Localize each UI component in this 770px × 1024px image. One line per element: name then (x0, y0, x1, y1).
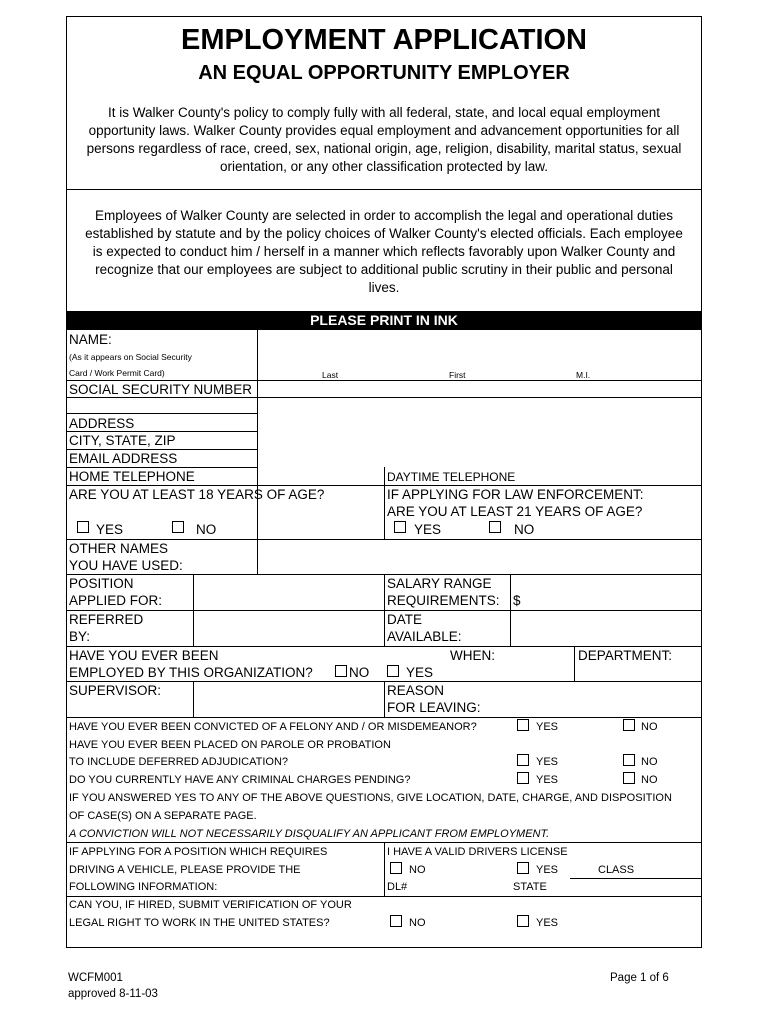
referred-input[interactable] (194, 611, 383, 645)
age-21-yes-checkbox[interactable] (394, 521, 406, 533)
verification-no-checkbox[interactable] (390, 915, 402, 927)
salary-label: SALARY RANGE (387, 576, 492, 591)
approval-date: approved 8-11-03 (68, 988, 158, 1000)
other-names-label: OTHER NAMES (69, 541, 169, 556)
parole-yes-checkbox[interactable] (517, 754, 529, 766)
ssn-input[interactable] (258, 381, 701, 396)
when-label: WHEN: (450, 648, 495, 663)
age-21-no-checkbox[interactable] (489, 521, 501, 533)
no-label: NO (641, 774, 658, 786)
no-label: NO (641, 756, 658, 768)
page-subtitle: AN EQUAL OPPORTUNITY EMPLOYER (198, 62, 570, 84)
yes-label: YES (536, 774, 559, 786)
no-label: NO (409, 864, 426, 876)
middle-initial-caption: M.I. (576, 370, 591, 380)
no-label: NO (641, 721, 658, 733)
dollar-sign: $ (513, 593, 521, 608)
divider (67, 189, 701, 190)
department-label: DEPARTMENT: (578, 648, 673, 663)
page-number: Page 1 of 6 (610, 972, 669, 984)
dl-number-label: DL# (387, 881, 408, 893)
parole-question: TO INCLUDE DEFERRED ADJUDICATION? (69, 756, 289, 768)
salary-label: REQUIREMENTS: (387, 593, 500, 608)
other-names-input[interactable] (258, 540, 701, 573)
date-available-label: AVAILABLE: (387, 629, 462, 644)
email-label: EMAIL ADDRESS (69, 451, 178, 466)
employed-yes-checkbox[interactable] (387, 665, 399, 677)
work-verification-question: CAN YOU, IF HIRED, SUBMIT VERIFICATION OF YOUR (69, 899, 352, 911)
pending-charges-question: DO YOU CURRENTLY HAVE ANY CRIMINAL CHARGES PENDING? (69, 774, 411, 786)
employed-no-checkbox[interactable] (335, 665, 347, 677)
no-label: NO (409, 917, 426, 929)
first-name-caption: First (449, 370, 466, 380)
disclosure-instructions: OF CASE(S) ON A SEPARATE PAGE. (69, 810, 257, 822)
employed-question: EMPLOYED BY THIS ORGANIZATION? (69, 665, 313, 680)
no-label: NO (349, 665, 370, 680)
conviction-note: A CONVICTION WILL NOT NECESSARILY DISQUALIFY AN APPLICANT FROM EMPLOYMENT. (69, 828, 550, 840)
disclosure-instructions: IF YOU ANSWERED YES TO ANY OF THE ABOVE QUESTIONS, GIVE LOCATION, DATE, CHARGE, AND DISPOSITION (69, 792, 672, 804)
position-input[interactable] (194, 575, 383, 609)
referred-label: BY: (69, 629, 91, 644)
age-21-question: ARE YOU AT LEAST 21 YEARS OF AGE? (387, 504, 643, 519)
work-verification-question: LEGAL RIGHT TO WORK IN THE UNITED STATES? (69, 917, 330, 929)
name-note: (As it appears on Social Security (69, 352, 192, 362)
supervisor-label: SUPERVISOR: (69, 683, 162, 698)
other-names-label: YOU HAVE USED: (69, 558, 183, 573)
license-no-checkbox[interactable] (390, 862, 402, 874)
yes-label: YES (536, 756, 559, 768)
yes-label: YES (414, 522, 442, 537)
class-underline (570, 878, 702, 879)
daytime-telephone-label: DAYTIME TELEPHONE (387, 470, 516, 484)
class-input[interactable] (634, 860, 700, 877)
reason-label: FOR LEAVING: (387, 700, 481, 715)
statement-paragraph: Employees of Walker County are selected in order to accomplish the legal and operational duties established by statute and by the policy choices of Walker County's elected officials. Each employee is expected to conduct him / herself in a manner which reflects favorably upon Walker County and recognize that our employees are subject to additional public scrutiny in their public and personal lives. (85, 208, 683, 295)
yes-label: YES (536, 721, 559, 733)
ssn-label: SOCIAL SECURITY NUMBER (69, 382, 253, 397)
position-label: APPLIED FOR: (69, 593, 163, 608)
date-available-label: DATE (387, 612, 423, 627)
home-telephone-label: HOME TELEPHONE (69, 469, 195, 484)
no-label: NO (196, 522, 217, 537)
last-name-caption: Last (322, 370, 339, 380)
parole-no-checkbox[interactable] (623, 754, 635, 766)
felony-yes-checkbox[interactable] (517, 719, 529, 731)
yes-label: YES (536, 917, 559, 929)
name-input[interactable] (258, 331, 701, 366)
driving-instructions: DRIVING A VEHICLE, PLEASE PROVIDE THE (69, 864, 301, 876)
law-enforcement-question: IF APPLYING FOR LAW ENFORCEMENT: (387, 487, 644, 502)
license-yes-checkbox[interactable] (517, 862, 529, 874)
address-input[interactable] (258, 398, 701, 467)
name-label: NAME: (69, 332, 112, 347)
print-in-ink-banner: PLEASE PRINT IN INK (67, 311, 701, 330)
address-label: ADDRESS (69, 416, 135, 431)
yes-label: YES (536, 864, 559, 876)
position-label: POSITION (69, 576, 134, 591)
no-label: NO (514, 522, 535, 537)
salary-input[interactable] (522, 575, 700, 609)
age-18-yes-checkbox[interactable] (77, 521, 89, 533)
supervisor-input[interactable] (194, 682, 383, 716)
felony-question: HAVE YOU EVER BEEN CONVICTED OF A FELONY AND / OR MISDEMEANOR? (69, 721, 477, 733)
age-18-no-checkbox[interactable] (172, 521, 184, 533)
page-title: EMPLOYMENT APPLICATION (181, 24, 587, 56)
license-label: I HAVE A VALID DRIVERS LICENSE (387, 846, 568, 858)
yes-label: YES (96, 522, 124, 537)
state-label: STATE (513, 881, 547, 893)
age-18-question: ARE YOU AT LEAST 18 YEARS OF AGE? (69, 487, 325, 502)
referred-label: REFERRED (69, 612, 144, 627)
policy-paragraph: It is Walker County's policy to comply fully with all federal, state, and local equal employment opportunity laws. Walker County provides equal employment and advancement opportunities for all persons regardless of race, creed, sex, national origin, age, religion, disability, marital status, sexual orientation, or any other classification protected by law. (86, 105, 682, 174)
driving-instructions: IF APPLYING FOR A POSITION WHICH REQUIRES (69, 846, 328, 858)
reason-input[interactable] (511, 682, 700, 716)
felony-no-checkbox[interactable] (623, 719, 635, 731)
form-id: WCFM001 (68, 972, 123, 984)
verification-yes-checkbox[interactable] (517, 915, 529, 927)
pending-yes-checkbox[interactable] (517, 772, 529, 784)
driving-instructions: FOLLOWING INFORMATION: (69, 881, 218, 893)
city-state-zip-label: CITY, STATE, ZIP (69, 433, 176, 448)
name-note: Card / Work Permit Card) (69, 368, 165, 378)
reason-label: REASON (387, 683, 445, 698)
yes-label: YES (406, 665, 434, 680)
parole-question: HAVE YOU EVER BEEN PLACED ON PAROLE OR PROBATION (69, 739, 391, 751)
employed-question: HAVE YOU EVER BEEN (69, 648, 219, 663)
class-label: CLASS (598, 864, 635, 876)
date-available-input[interactable] (511, 611, 700, 645)
pending-no-checkbox[interactable] (623, 772, 635, 784)
